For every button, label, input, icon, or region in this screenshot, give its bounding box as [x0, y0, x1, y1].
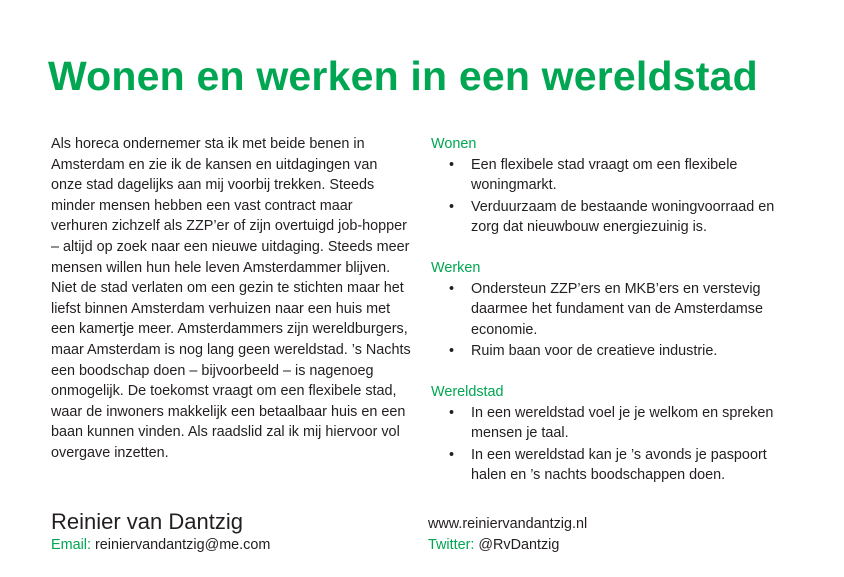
- bullet-text: In een wereldstad voel je je welkom en spreken: [471, 404, 774, 421]
- bullet-text: economie.: [471, 321, 538, 338]
- intro-line: waar de inwoners makkelijk een betaalbaar huis en een: [51, 403, 406, 420]
- section-wonen: [431, 134, 831, 238]
- intro-line: Als horeca ondernemer sta ik met beide benen in: [51, 136, 365, 152]
- section-heading-wonen: Wonen: [431, 136, 477, 152]
- email-contact: [51, 535, 270, 555]
- bullet-text: halen en ’s nachts boodschappen doen.: [471, 467, 726, 484]
- program-points: [431, 134, 831, 487]
- bullet-marker: •: [449, 446, 455, 463]
- bullet-text: mensen je taal.: [471, 425, 569, 442]
- intro-line: baan kunnen vinden. Als raadslid zal ik mij hiervoor vol: [51, 424, 400, 441]
- intro-line: liefst binnen Amsterdam verhuizen naar een huis met: [51, 300, 391, 317]
- bullet-text: Verduurzaam de bestaande woningvoorraad en: [471, 198, 775, 215]
- bullet-marker: •: [449, 198, 455, 215]
- author-name: Reinier van Dantzig: [51, 509, 243, 534]
- intro-paragraph: [51, 134, 413, 464]
- list-item: [431, 197, 831, 238]
- list-item: [431, 341, 831, 362]
- section-heading-werken: Werken: [431, 259, 481, 276]
- intro-line: een boodschap doen – bijvoorbeeld – is nagenoeg: [51, 362, 374, 379]
- bullet-text: Een flexibele stad vraagt om een flexibele: [471, 156, 738, 173]
- list-item: [431, 445, 831, 486]
- bullet-text: zorg dat nieuwbouw energiezuinig is.: [471, 219, 707, 236]
- bullet-text: In een wereldstad kan je ’s avonds je paspoort: [471, 446, 767, 463]
- intro-line: – altijd op zoek naar een nieuwe uitdaging. Steeds meer: [51, 238, 410, 255]
- bullet-marker: •: [449, 343, 455, 360]
- bullet-text: daarmee het fundament van de Amsterdamse: [471, 301, 763, 318]
- list-item: [431, 403, 831, 444]
- list-item: [431, 155, 831, 196]
- intro-line: verhuren zichzelf als ZZP’er of zijn overtuigd job-hopper: [51, 218, 407, 235]
- intro-line: overgave inzetten.: [51, 444, 169, 461]
- bullet-list: [431, 403, 831, 486]
- bullet-text: Ruim baan voor de creatieve industrie.: [471, 343, 718, 360]
- bullet-marker: •: [449, 156, 455, 173]
- intro-line: minder mensen hebben een vast contract maar: [51, 197, 353, 214]
- section-heading-wereldstad: Wereldstad: [431, 383, 504, 400]
- website-link[interactable]: www.reiniervandantzig.nl: [428, 516, 588, 532]
- intro-line: onmogelijk. De toekomst vraagt om een flexibele stad,: [51, 383, 397, 400]
- bullet-marker: •: [449, 404, 455, 421]
- bullet-text: woningmarkt.: [471, 177, 557, 194]
- bullet-marker: •: [449, 280, 455, 297]
- intro-line: maar Amsterdam is nog lang geen wereldstad. ’s Nachts: [51, 341, 411, 358]
- section-wereldstad: [431, 382, 831, 486]
- intro-line: Niet de stad verlaten om een gezin te stichten maar het: [51, 280, 404, 297]
- twitter-label: Twitter:: [428, 537, 475, 553]
- page-title: Wonen en werken in een wereldstad: [48, 53, 758, 99]
- bullet-list: [431, 279, 831, 362]
- intro-line: Amsterdam en zie ik de kansen en uitdagingen van: [51, 156, 378, 173]
- intro-line: mensen willen hun hele leven Amsterdammer blijven.: [51, 259, 391, 276]
- list-item: [431, 279, 831, 341]
- section-werken: [431, 258, 831, 362]
- email-label: Email:: [51, 537, 91, 553]
- email-address[interactable]: reiniervandantzig@me.com: [94, 537, 271, 553]
- twitter-contact: [428, 535, 559, 555]
- bullet-list: [431, 155, 831, 238]
- twitter-handle[interactable]: @RvDantzig: [478, 537, 560, 553]
- bullet-text: Ondersteun ZZP’ers en MKB’ers en verstevig: [471, 280, 761, 297]
- intro-line: een kamertje meer. Amsterdammers zijn wereldburgers,: [51, 321, 408, 338]
- intro-line: onze stad dagelijks aan mij voorbij trekken. Steeds: [51, 177, 375, 194]
